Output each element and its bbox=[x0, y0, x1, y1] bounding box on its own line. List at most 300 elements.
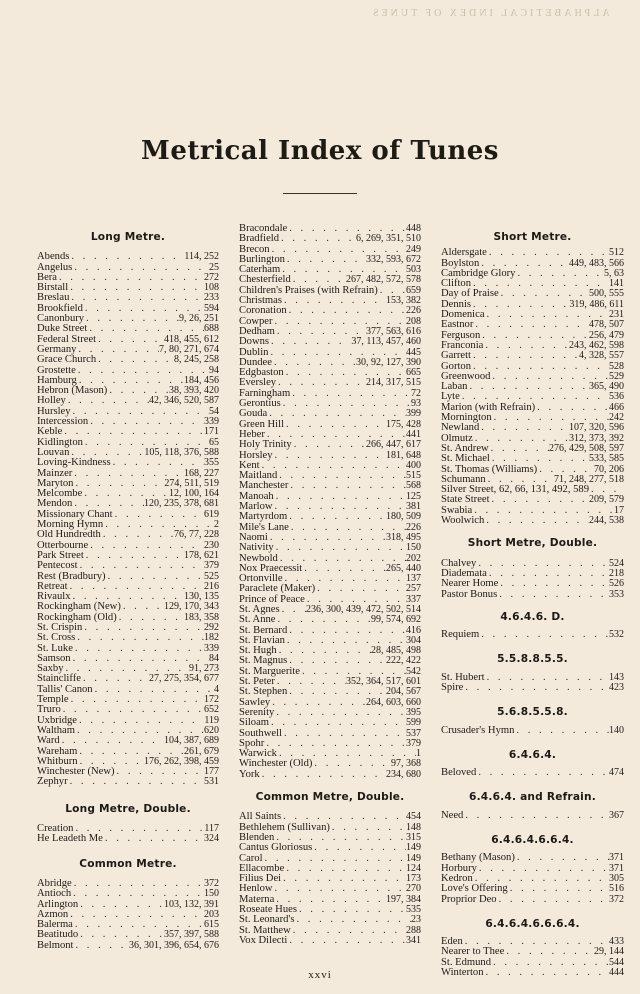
hymn-numbers: 341 bbox=[406, 934, 421, 946]
hymn-numbers: 103, 132, 391 bbox=[164, 898, 219, 910]
tune-name: Arlington bbox=[37, 898, 79, 910]
hymn-numbers: 529 bbox=[609, 370, 624, 382]
section-heading: Short Metre, Double. bbox=[467, 537, 598, 550]
tune-name: Eastnor bbox=[441, 319, 474, 331]
leader-dots bbox=[103, 834, 204, 844]
hymn-numbers: 337 bbox=[406, 593, 421, 605]
hymn-numbers: 4, 328, 557 bbox=[579, 350, 624, 362]
tune-name: Manchester bbox=[239, 480, 289, 492]
tune-name: St. Peter bbox=[239, 676, 275, 688]
tune-name: Loving-Kindness bbox=[37, 457, 111, 469]
hymn-numbers: 150 bbox=[204, 888, 219, 900]
tune-name: Ellacombe bbox=[239, 862, 285, 874]
page-number: xxvi bbox=[308, 969, 332, 981]
hymn-numbers: 130, 135 bbox=[184, 591, 219, 603]
hymn-numbers: 418, 455, 612 bbox=[164, 333, 219, 345]
hymn-numbers: 37, 113, 457, 460 bbox=[351, 336, 421, 348]
hymn-numbers: 454 bbox=[406, 811, 421, 823]
hymn-numbers: 54 bbox=[209, 405, 219, 417]
section-heading: Common Metre, Double. bbox=[255, 791, 405, 804]
leader-dots bbox=[72, 263, 209, 273]
tune-entry bbox=[239, 729, 421, 739]
hymn-numbers: 150 bbox=[406, 542, 421, 554]
hymn-numbers: 372 bbox=[204, 877, 219, 889]
hymn-numbers: 249 bbox=[406, 243, 421, 255]
leader-dots bbox=[279, 234, 356, 244]
leader-dots bbox=[277, 471, 406, 481]
tune-entry bbox=[37, 561, 219, 571]
tune-name: Dennis bbox=[441, 298, 472, 310]
tune-name: Brookfield bbox=[37, 302, 83, 314]
tune-entry bbox=[441, 516, 624, 526]
hymn-numbers: 65 bbox=[209, 436, 219, 448]
tune-name: Edgbaston bbox=[239, 367, 284, 379]
tune-name: Newbold bbox=[239, 552, 278, 564]
tune-name: Henlow bbox=[239, 883, 273, 895]
leader-dots bbox=[330, 823, 406, 833]
hymn-numbers: 244, 538 bbox=[589, 515, 624, 527]
tune-name: Requiem bbox=[441, 629, 480, 641]
tune-name: Beatitudo bbox=[37, 929, 79, 941]
tune-name: Nox Praecessit bbox=[239, 562, 303, 574]
hymn-numbers: 182 bbox=[204, 632, 219, 644]
tune-name: Vox Dilecti bbox=[239, 934, 288, 946]
tune-name: Southwell bbox=[239, 727, 282, 739]
hymn-numbers: 72 bbox=[411, 387, 421, 399]
tune-name: Grostette bbox=[37, 364, 76, 376]
hymn-numbers: 264, 603, 660 bbox=[366, 696, 421, 708]
leader-dots bbox=[484, 516, 589, 526]
hymn-numbers: 372 bbox=[609, 893, 624, 905]
hymn-numbers: 542 bbox=[406, 665, 421, 677]
hymn-numbers: 599 bbox=[406, 717, 421, 729]
leader-dots bbox=[273, 451, 386, 461]
leader-dots bbox=[287, 936, 406, 946]
hymn-numbers: 304 bbox=[406, 634, 421, 646]
tune-name: Angelus bbox=[37, 261, 73, 273]
hymn-numbers: 449, 483, 566 bbox=[569, 257, 624, 269]
tune-name: Warwick bbox=[239, 748, 277, 760]
tune-name: Roseate Hues bbox=[239, 904, 297, 915]
leader-dots bbox=[485, 673, 609, 683]
tune-name: Sawley bbox=[239, 696, 271, 708]
hymn-numbers: 444 bbox=[609, 967, 624, 979]
leader-dots bbox=[290, 389, 411, 399]
tune-name: Newland bbox=[441, 422, 480, 434]
hymn-numbers: 8, 245, 258 bbox=[174, 354, 219, 366]
hymn-numbers: 265, 440 bbox=[386, 562, 421, 574]
tune-name: Hursley bbox=[37, 405, 71, 417]
leader-dots bbox=[514, 726, 609, 736]
hymn-numbers: 125 bbox=[406, 490, 421, 502]
hymn-numbers: 214, 317, 515 bbox=[366, 377, 421, 389]
tune-name: St. Anne bbox=[239, 614, 276, 626]
hymn-numbers: 183, 358 bbox=[184, 611, 219, 623]
tune-name: Abridge bbox=[37, 877, 72, 889]
hymn-numbers: 7, 80, 271, 674 bbox=[159, 343, 219, 355]
leader-dots bbox=[78, 561, 204, 571]
tune-name: Holley bbox=[37, 395, 66, 407]
hymn-numbers: 1 bbox=[416, 748, 421, 760]
tune-name: York bbox=[239, 768, 260, 780]
tune-name: Cantus Gloriosus bbox=[239, 842, 313, 854]
leader-dots bbox=[73, 479, 164, 489]
hymn-numbers: 70, 206 bbox=[594, 463, 624, 475]
leader-dots bbox=[479, 423, 569, 433]
tune-name: Bradfield bbox=[239, 233, 280, 245]
hymn-numbers: 377, 563, 616 bbox=[366, 325, 421, 337]
hymn-numbers: 399 bbox=[406, 408, 421, 420]
hymn-numbers: 137 bbox=[406, 573, 421, 585]
hymn-numbers: 216 bbox=[204, 580, 219, 592]
hymn-numbers: 4 bbox=[214, 683, 219, 695]
leader-dots bbox=[117, 613, 184, 623]
hymn-numbers: 226 bbox=[406, 521, 421, 533]
hymn-numbers: 355 bbox=[204, 457, 219, 469]
leader-dots bbox=[113, 510, 204, 520]
tune-name: Missionary Chant bbox=[37, 508, 113, 520]
tune-name: Abends bbox=[37, 251, 70, 263]
leader-dots bbox=[263, 854, 406, 864]
tune-entry bbox=[441, 683, 624, 693]
tune-name: Franconia bbox=[441, 339, 484, 351]
hymn-numbers: 231 bbox=[609, 309, 624, 321]
tune-name: Kidlington bbox=[37, 436, 83, 448]
hymn-numbers: 28, 485, 498 bbox=[371, 645, 421, 657]
leader-dots bbox=[274, 492, 406, 502]
leader-dots bbox=[287, 656, 386, 666]
tune-entry bbox=[441, 590, 624, 600]
tune-name: Gorton bbox=[441, 360, 472, 372]
tune-name: Marion (with Refrain) bbox=[441, 401, 536, 413]
hymn-numbers: 176, 262, 398, 459 bbox=[144, 755, 219, 767]
leader-dots bbox=[62, 427, 204, 437]
tune-name: Crusader's Hymn bbox=[441, 724, 515, 736]
leader-dots bbox=[476, 768, 609, 778]
tune-name: Blenden bbox=[239, 831, 275, 843]
tune-name: Downs bbox=[239, 336, 270, 348]
leader-dots bbox=[274, 708, 406, 718]
leader-dots bbox=[260, 461, 406, 471]
tune-name: Truro bbox=[37, 704, 61, 716]
tune-name: Manoah bbox=[239, 490, 274, 502]
tune-name: Morning Hymn bbox=[37, 519, 104, 531]
leader-dots bbox=[106, 572, 204, 582]
leader-dots bbox=[96, 355, 174, 365]
tune-name: Hebron (Mason) bbox=[37, 385, 108, 397]
leader-dots bbox=[282, 296, 386, 306]
leader-dots bbox=[471, 362, 609, 372]
hymn-numbers: 594 bbox=[204, 302, 219, 314]
hymn-numbers: 357, 397, 588 bbox=[164, 929, 219, 941]
leader-dots bbox=[287, 626, 406, 636]
leader-dots bbox=[69, 252, 184, 262]
leader-dots bbox=[291, 926, 406, 936]
hymn-numbers: 197, 384 bbox=[386, 893, 421, 905]
hymn-numbers: 537 bbox=[406, 727, 421, 739]
tune-entry bbox=[37, 695, 219, 705]
tune-entry bbox=[239, 440, 421, 450]
tune-name: Cowper bbox=[239, 315, 273, 327]
leader-dots bbox=[284, 420, 386, 430]
hymn-numbers: 276, 429, 508, 597 bbox=[549, 442, 624, 454]
leader-dots bbox=[287, 512, 386, 522]
leader-dots bbox=[284, 864, 406, 874]
hymn-numbers: 441 bbox=[406, 428, 421, 440]
hymn-numbers: 367 bbox=[609, 809, 624, 821]
tune-name: Aldersgate bbox=[441, 247, 487, 259]
hymn-numbers: 319, 486, 611 bbox=[569, 298, 624, 310]
section-heading: Long Metre. bbox=[90, 231, 166, 243]
leader-dots bbox=[487, 569, 609, 579]
tune-name: Spire bbox=[441, 681, 464, 693]
hymn-numbers: 478, 507 bbox=[589, 319, 624, 331]
hymn-numbers: 181, 648 bbox=[386, 449, 421, 461]
hymn-numbers: 352, 364, 517, 601 bbox=[346, 676, 421, 688]
hymn-numbers: 620 bbox=[204, 724, 219, 736]
hymn-numbers: 42, 346, 520, 587 bbox=[149, 395, 219, 407]
hymn-numbers: 665 bbox=[406, 367, 421, 379]
hymn-numbers: 524 bbox=[609, 557, 624, 569]
tune-name: Pastor Bonus bbox=[441, 588, 498, 600]
leader-dots bbox=[274, 543, 406, 553]
hymn-numbers: 38, 393, 420 bbox=[169, 385, 219, 397]
tune-entry bbox=[239, 451, 421, 461]
tune-name: Dundee bbox=[239, 356, 272, 368]
hymn-numbers: 243, 462, 598 bbox=[569, 339, 624, 351]
tune-name: St. Stephen bbox=[239, 686, 288, 698]
tune-name: Park Street bbox=[37, 549, 84, 561]
tune-entry bbox=[239, 843, 421, 853]
hymn-numbers: 500, 555 bbox=[589, 288, 624, 300]
tune-name: Canonbury bbox=[37, 313, 85, 325]
leader-dots bbox=[84, 551, 184, 561]
tune-name: Filius Dei bbox=[239, 873, 282, 885]
tune-name: St. Magnus bbox=[239, 655, 288, 667]
tune-name: Heber bbox=[239, 428, 265, 440]
tune-name: Nearer to Thee bbox=[441, 946, 505, 958]
tune-name: Pentecost bbox=[37, 560, 78, 572]
hymn-numbers: 172 bbox=[204, 694, 219, 706]
tune-name: Proprior Deo bbox=[441, 893, 497, 905]
tune-name: Azmon bbox=[37, 908, 69, 920]
hymn-numbers: 516 bbox=[609, 883, 624, 895]
hymn-numbers: 171 bbox=[204, 426, 219, 438]
leader-dots bbox=[272, 358, 356, 368]
tune-entry bbox=[239, 718, 421, 728]
tune-name: Bethany (Mason) bbox=[441, 852, 515, 864]
hymn-numbers: 104, 387, 689 bbox=[164, 735, 219, 747]
hymn-numbers: 218 bbox=[609, 567, 624, 579]
leader-dots bbox=[508, 884, 609, 894]
leader-dots bbox=[260, 770, 386, 780]
hymn-numbers: 515 bbox=[406, 470, 421, 482]
tune-name: St. Marguerite bbox=[239, 665, 301, 677]
leader-dots bbox=[270, 698, 366, 708]
tune-name: Nearer Home bbox=[441, 578, 499, 590]
leader-dots bbox=[282, 729, 406, 739]
tune-name: Prince of Peace bbox=[239, 593, 305, 605]
hymn-numbers: 234, 680 bbox=[386, 768, 421, 780]
tune-entry bbox=[37, 417, 219, 427]
tune-name: Martyrdom bbox=[239, 511, 288, 523]
tune-name: Brecon bbox=[239, 243, 270, 255]
tune-entry bbox=[441, 811, 624, 821]
hymn-numbers: 93 bbox=[411, 398, 421, 410]
leader-dots bbox=[490, 495, 589, 505]
tune-name: Silver Street, 62, 66, 131, 492, 589 bbox=[441, 484, 590, 496]
hymn-numbers: 97, 368 bbox=[391, 758, 421, 770]
index-column-3 bbox=[441, 224, 624, 978]
tune-name: Uxbridge bbox=[37, 714, 78, 726]
hymn-numbers: 525 bbox=[204, 570, 219, 582]
hymn-numbers: 5, 63 bbox=[604, 267, 624, 279]
tune-name: Duke Street bbox=[37, 323, 88, 335]
tune-name: Belmont bbox=[37, 939, 74, 951]
tune-entry bbox=[441, 382, 624, 392]
tune-entry bbox=[37, 458, 219, 468]
hymn-numbers: 91, 273 bbox=[189, 663, 219, 675]
tune-entry bbox=[239, 420, 421, 430]
leader-dots bbox=[288, 481, 406, 491]
tune-name: Olmutz bbox=[441, 432, 473, 444]
hymn-numbers: 512 bbox=[609, 247, 624, 259]
hymn-numbers: 168, 227 bbox=[184, 467, 219, 479]
tune-name: Federal Street bbox=[37, 333, 97, 345]
hymn-numbers: 6, 269, 351, 510 bbox=[356, 233, 421, 245]
hymn-numbers: 379 bbox=[406, 737, 421, 749]
leader-dots bbox=[96, 335, 164, 345]
hymn-numbers: 379 bbox=[204, 560, 219, 572]
hymn-numbers: 266, 447, 617 bbox=[366, 439, 421, 451]
tune-name: Laban bbox=[441, 381, 468, 393]
tune-name: Retreat bbox=[37, 580, 68, 592]
hymn-numbers: 526 bbox=[609, 578, 624, 590]
tune-name: St. Thomas (Williams) bbox=[441, 463, 538, 475]
tune-name: Intercession bbox=[37, 416, 89, 428]
hymn-numbers: 261, 679 bbox=[184, 745, 219, 757]
hymn-numbers: 203 bbox=[204, 908, 219, 920]
tune-name: Serenity bbox=[239, 706, 275, 718]
hymn-numbers: 274, 511, 519 bbox=[164, 477, 219, 489]
section-heading: 5.5.8.8.5.5. bbox=[497, 653, 568, 666]
hymn-numbers: 140 bbox=[609, 724, 624, 736]
hymn-numbers: 395 bbox=[406, 706, 421, 718]
tune-name: Antioch bbox=[37, 888, 72, 900]
tune-name: Winterton bbox=[441, 967, 484, 979]
tune-name: Carol bbox=[239, 852, 263, 864]
leader-dots bbox=[68, 910, 204, 920]
tune-entry bbox=[441, 895, 624, 905]
leader-dots bbox=[121, 602, 164, 612]
hymn-numbers: 416 bbox=[406, 624, 421, 636]
leader-dots bbox=[101, 530, 174, 540]
hymn-numbers: 474 bbox=[609, 767, 624, 779]
leader-dots bbox=[463, 811, 609, 821]
tune-name: Chalvey bbox=[441, 557, 477, 569]
bleed-through-text: ALPHABETICAL INDEX OF TUNES bbox=[370, 8, 610, 19]
leader-dots bbox=[72, 879, 204, 889]
tune-name: Kent bbox=[239, 459, 260, 471]
tune-name: St. Bernard bbox=[239, 624, 288, 636]
tune-name: Birstall bbox=[37, 282, 69, 294]
tune-name: St. Crispin bbox=[37, 621, 83, 633]
tune-name: Mainzer bbox=[37, 467, 73, 479]
leader-dots bbox=[269, 718, 406, 728]
hymn-numbers: 433 bbox=[609, 936, 624, 948]
leader-dots bbox=[491, 958, 609, 968]
hymn-numbers: 532 bbox=[609, 629, 624, 641]
tune-name: Horsley bbox=[239, 449, 273, 461]
hymn-numbers: 292 bbox=[204, 621, 219, 633]
hymn-numbers: 503 bbox=[406, 264, 421, 276]
hymn-numbers: 371 bbox=[609, 852, 624, 864]
hymn-numbers: 105, 118, 376, 588 bbox=[144, 446, 219, 458]
hymn-numbers: 445 bbox=[406, 346, 421, 358]
tune-entry bbox=[441, 884, 624, 894]
tune-name: Need bbox=[441, 809, 464, 821]
tune-entry bbox=[441, 673, 624, 683]
hymn-numbers: 27, 275, 354, 677 bbox=[149, 673, 219, 685]
tune-name: Grace Church bbox=[37, 354, 97, 366]
hymn-numbers: 209, 579 bbox=[589, 494, 624, 506]
leader-dots bbox=[287, 306, 406, 316]
hymn-numbers: 119 bbox=[204, 714, 219, 726]
hymn-numbers: 256, 479 bbox=[589, 329, 624, 341]
hymn-numbers: 208 bbox=[406, 315, 421, 327]
section-heading: 6.4.6.4. bbox=[508, 748, 557, 761]
leader-dots bbox=[515, 269, 604, 279]
tune-name: State Street bbox=[441, 494, 490, 506]
tune-entry bbox=[239, 543, 421, 553]
leader-dots bbox=[111, 458, 204, 468]
tune-entry bbox=[441, 630, 624, 640]
tune-name: Mendon bbox=[37, 498, 73, 510]
index-column-1 bbox=[37, 224, 219, 951]
hymn-numbers: 149 bbox=[406, 842, 421, 854]
tune-name: Zephyr bbox=[37, 776, 68, 788]
tune-name: Paraclete (Maker) bbox=[239, 583, 316, 595]
hymn-numbers: 619 bbox=[204, 508, 219, 520]
leader-dots bbox=[69, 293, 204, 303]
leader-dots bbox=[78, 900, 164, 910]
leader-dots bbox=[77, 716, 204, 726]
hymn-numbers: 204, 567 bbox=[386, 686, 421, 698]
tune-entry bbox=[239, 936, 421, 946]
tune-name: Spohr bbox=[239, 737, 265, 749]
hymn-numbers: 226 bbox=[406, 305, 421, 317]
hymn-numbers: 423 bbox=[609, 681, 624, 693]
tune-name: Otterbourne bbox=[37, 539, 89, 551]
page-title: Metrical Index of Tunes bbox=[141, 136, 499, 166]
leader-dots bbox=[297, 905, 406, 915]
hymn-numbers: 30, 92, 127, 390 bbox=[356, 356, 421, 368]
tune-name: Garrett bbox=[441, 350, 471, 362]
section-heading: 4.6.4.6. D. bbox=[500, 610, 565, 623]
leader-dots bbox=[268, 533, 386, 543]
tune-name: Whitburn bbox=[37, 755, 78, 767]
tune-name: Diademata bbox=[441, 567, 487, 579]
leader-dots bbox=[74, 941, 130, 951]
hymn-numbers: 233 bbox=[204, 292, 219, 304]
tune-name: St. Matthew bbox=[239, 924, 291, 936]
hymn-numbers: 36, 301, 396, 654, 676 bbox=[129, 939, 219, 951]
tune-name: St. Agnes bbox=[239, 603, 280, 615]
hymn-numbers: 270 bbox=[406, 883, 421, 895]
leader-dots bbox=[476, 559, 609, 569]
hymn-numbers: 544 bbox=[609, 956, 624, 968]
section-heading: Long Metre, Double. bbox=[65, 802, 191, 815]
